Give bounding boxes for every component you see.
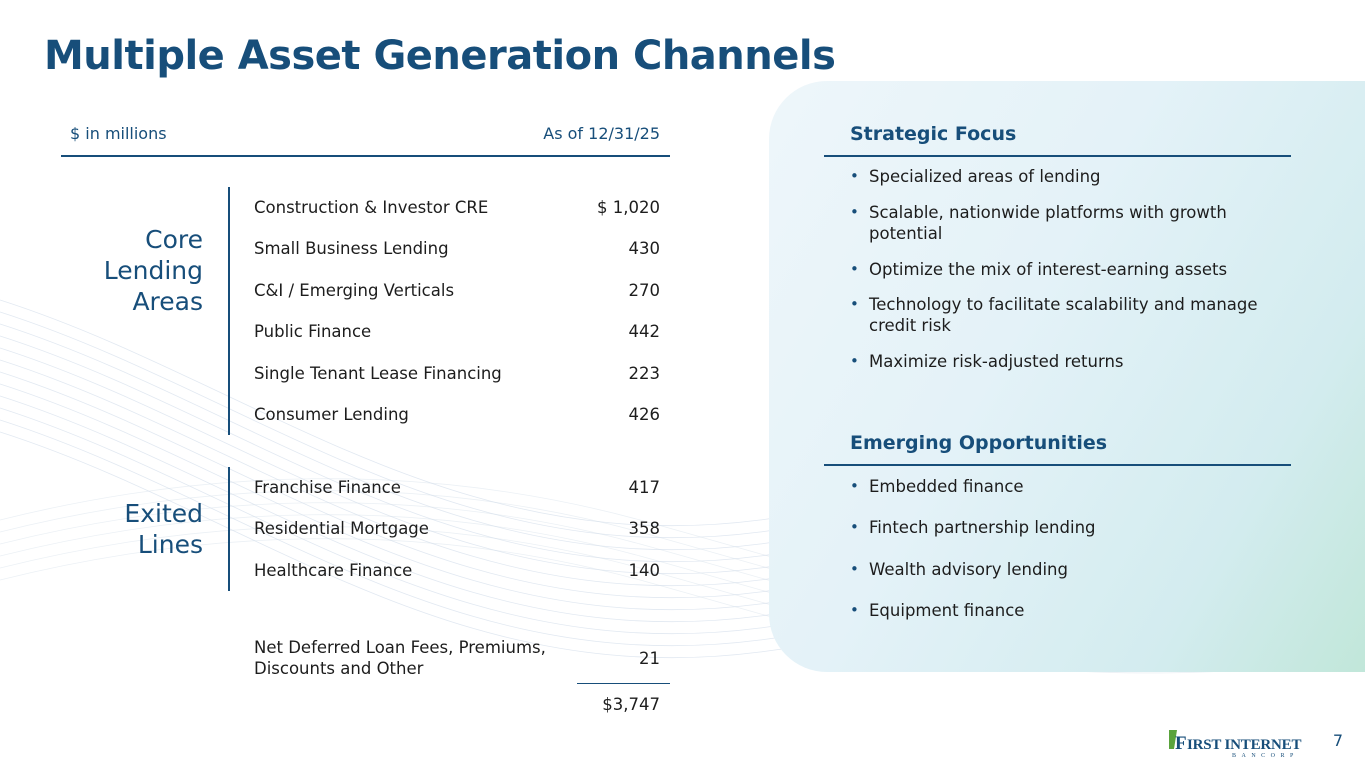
- list-item: • Embedded finance: [850, 477, 1024, 496]
- list-item: • Specialized areas of lending: [850, 167, 1101, 186]
- exited-lines-group-label: Exited Lines: [124, 499, 203, 559]
- table-header-divider: [61, 155, 670, 157]
- list-item: • Optimize the mix of interest-earning assets: [850, 260, 1228, 279]
- units-label: $ in millions: [70, 124, 167, 143]
- list-item: • Wealth advisory lending: [850, 560, 1068, 579]
- first-internet-bancorp-logo: [1166, 728, 1311, 758]
- bullet-icon: •: [850, 295, 859, 313]
- bullet-icon: •: [850, 260, 859, 278]
- page-number: 7: [1332, 731, 1343, 750]
- bullet-icon: •: [850, 203, 859, 221]
- list-item: • Maximize risk-adjusted returns: [850, 352, 1124, 371]
- core-group-bracket: [228, 187, 230, 435]
- emerging-opportunities-heading: Emerging Opportunities: [850, 432, 1108, 454]
- bullet-icon: •: [850, 167, 859, 185]
- emerging-opportunities-divider: [824, 464, 1291, 466]
- bullet-icon: •: [850, 560, 859, 578]
- total-value: $3,747: [602, 695, 660, 714]
- bullet-icon: •: [850, 477, 859, 495]
- svg-text:F: F: [1175, 733, 1187, 754]
- slide-title: Multiple Asset Generation Channels: [44, 33, 836, 79]
- bullet-icon: •: [850, 352, 859, 370]
- other-row-label: Net Deferred Loan Fees, Premiums, Discounts and Other: [254, 638, 546, 678]
- strategic-focus-heading: Strategic Focus: [850, 123, 1017, 145]
- list-item: • Fintech partnership lending: [850, 518, 1096, 537]
- total-divider: [577, 683, 670, 684]
- bullet-icon: •: [850, 601, 859, 619]
- bullet-icon: •: [850, 518, 859, 536]
- svg-text:IRST INTERNET: IRST INTERNET: [1187, 737, 1302, 753]
- list-item: • Technology to facilitate scalability and manage credit risk: [850, 295, 1258, 335]
- svg-text:BANCORP: BANCORP: [1232, 753, 1299, 758]
- exited-group-bracket: [228, 467, 230, 591]
- core-lending-group-label: Core Lending Areas: [103, 225, 203, 316]
- other-row-value: 21: [639, 649, 660, 668]
- strategic-focus-divider: [824, 155, 1291, 157]
- list-item: • Scalable, nationwide platforms with growth potential: [850, 203, 1227, 243]
- as-of-date-label: As of 12/31/25: [543, 124, 660, 143]
- list-item: • Equipment finance: [850, 601, 1025, 620]
